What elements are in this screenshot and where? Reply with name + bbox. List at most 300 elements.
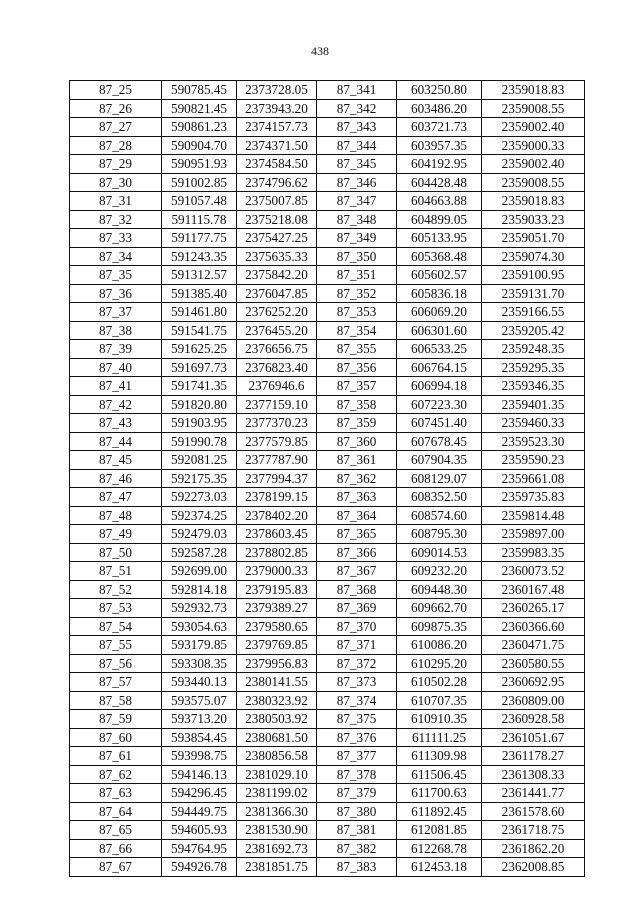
coordinate-cell: 2379580.65 (237, 617, 317, 636)
point-id-cell: 87_360 (317, 432, 397, 451)
coordinate-cell: 2378199.15 (237, 488, 317, 507)
coordinate-cell: 2361178.27 (482, 747, 585, 766)
point-id-cell: 87_43 (70, 414, 162, 433)
coordinate-cell: 593575.07 (162, 691, 237, 710)
table-row (70, 377, 585, 396)
table-row (70, 858, 585, 877)
table-row (70, 654, 585, 673)
coordinate-cell: 2381530.90 (237, 821, 317, 840)
coordinate-cell: 2379769.85 (237, 636, 317, 655)
point-id-cell: 87_27 (70, 118, 162, 137)
coordinate-cell: 2359008.55 (482, 99, 585, 118)
coordinate-cell: 592932.73 (162, 599, 237, 618)
coordinate-cell: 2359205.42 (482, 321, 585, 340)
coordinate-cell: 603721.73 (397, 118, 482, 137)
coordinate-cell: 603250.80 (397, 81, 482, 100)
point-id-cell: 87_42 (70, 395, 162, 414)
coordinate-cell: 2359166.55 (482, 303, 585, 322)
point-id-cell: 87_55 (70, 636, 162, 655)
table-row (70, 266, 585, 285)
coordinate-cell: 608352.50 (397, 488, 482, 507)
table-row (70, 155, 585, 174)
coordinate-cell: 2376656.75 (237, 340, 317, 359)
coordinate-cell: 594296.45 (162, 784, 237, 803)
coordinate-cell: 2377370.23 (237, 414, 317, 433)
coordinate-cell: 590785.45 (162, 81, 237, 100)
coordinate-cell: 594146.13 (162, 765, 237, 784)
coordinate-cell: 591625.25 (162, 340, 237, 359)
table-row (70, 210, 585, 229)
coordinate-cell: 2359295.35 (482, 358, 585, 377)
coordinate-cell: 607451.40 (397, 414, 482, 433)
coordinate-cell: 605836.18 (397, 284, 482, 303)
point-id-cell: 87_368 (317, 580, 397, 599)
coordinate-cell: 593179.85 (162, 636, 237, 655)
coordinate-cell: 2359460.33 (482, 414, 585, 433)
coordinate-cell: 2360167.48 (482, 580, 585, 599)
point-id-cell: 87_50 (70, 543, 162, 562)
coordinate-cell: 610295.20 (397, 654, 482, 673)
coordinate-cell: 2361718.75 (482, 821, 585, 840)
table-row (70, 728, 585, 747)
table-row (70, 358, 585, 377)
coordinate-cell: 2362008.85 (482, 858, 585, 877)
table-row (70, 395, 585, 414)
coordinate-cell: 592273.03 (162, 488, 237, 507)
coordinate-cell: 604899.05 (397, 210, 482, 229)
coordinate-cell: 608574.60 (397, 506, 482, 525)
table-row (70, 617, 585, 636)
table-row (70, 247, 585, 266)
coordinate-cell: 591990.78 (162, 432, 237, 451)
coordinate-cell: 612268.78 (397, 839, 482, 858)
point-id-cell: 87_35 (70, 266, 162, 285)
coordinate-cell: 2376946.6 (237, 377, 317, 396)
point-id-cell: 87_363 (317, 488, 397, 507)
point-id-cell: 87_52 (70, 580, 162, 599)
point-id-cell: 87_367 (317, 562, 397, 581)
coordinate-cell: 609014.53 (397, 543, 482, 562)
table-row (70, 525, 585, 544)
table-row (70, 821, 585, 840)
table-row (70, 839, 585, 858)
coordinate-cell: 2381029.10 (237, 765, 317, 784)
coordinate-cell: 2360471.75 (482, 636, 585, 655)
table-row (70, 765, 585, 784)
coordinate-cell: 2375218.08 (237, 210, 317, 229)
table-row (70, 599, 585, 618)
point-id-cell: 87_364 (317, 506, 397, 525)
point-id-cell: 87_362 (317, 469, 397, 488)
coordinate-cell: 2361441.77 (482, 784, 585, 803)
coordinate-cell: 2380323.92 (237, 691, 317, 710)
table-row (70, 747, 585, 766)
coordinate-cell: 593308.35 (162, 654, 237, 673)
coordinate-cell: 592374.25 (162, 506, 237, 525)
coordinate-cell: 2359074.30 (482, 247, 585, 266)
point-id-cell: 87_366 (317, 543, 397, 562)
coordinate-cell: 2378603.45 (237, 525, 317, 544)
point-id-cell: 87_58 (70, 691, 162, 710)
table-row (70, 118, 585, 137)
table-row (70, 506, 585, 525)
point-id-cell: 87_349 (317, 229, 397, 248)
coordinate-cell: 2359590.23 (482, 451, 585, 470)
coordinate-cell: 607223.30 (397, 395, 482, 414)
coordinate-cell: 2361578.60 (482, 802, 585, 821)
coordinate-cell: 2381851.75 (237, 858, 317, 877)
coordinate-cell: 2360073.52 (482, 562, 585, 581)
coordinate-cell: 2380141.55 (237, 673, 317, 692)
point-id-cell: 87_380 (317, 802, 397, 821)
coordinate-cell: 591541.75 (162, 321, 237, 340)
coordinate-cell: 2378402.20 (237, 506, 317, 525)
point-id-cell: 87_361 (317, 451, 397, 470)
table-row (70, 321, 585, 340)
point-id-cell: 87_372 (317, 654, 397, 673)
point-id-cell: 87_28 (70, 136, 162, 155)
coordinates-table-body (70, 81, 585, 877)
table-row (70, 710, 585, 729)
point-id-cell: 87_345 (317, 155, 397, 174)
point-id-cell: 87_36 (70, 284, 162, 303)
point-id-cell: 87_365 (317, 525, 397, 544)
coordinate-cell: 2375842.20 (237, 266, 317, 285)
point-id-cell: 87_67 (70, 858, 162, 877)
coordinate-cell: 590861.23 (162, 118, 237, 137)
point-id-cell: 87_351 (317, 266, 397, 285)
point-id-cell: 87_56 (70, 654, 162, 673)
table-row (70, 784, 585, 803)
coordinate-cell: 2379956.83 (237, 654, 317, 673)
coordinate-cell: 2360265.17 (482, 599, 585, 618)
coordinate-cell: 2359735.83 (482, 488, 585, 507)
table-row (70, 451, 585, 470)
coordinate-cell: 2379389.27 (237, 599, 317, 618)
coordinate-cell: 2381366.30 (237, 802, 317, 821)
point-id-cell: 87_350 (317, 247, 397, 266)
point-id-cell: 87_59 (70, 710, 162, 729)
coordinate-cell: 593054.63 (162, 617, 237, 636)
coordinate-cell: 610502.28 (397, 673, 482, 692)
coordinate-cell: 604192.95 (397, 155, 482, 174)
coordinate-cell: 2361862.20 (482, 839, 585, 858)
coordinate-cell: 594449.75 (162, 802, 237, 821)
coordinate-cell: 2377159.10 (237, 395, 317, 414)
coordinate-cell: 2359002.40 (482, 118, 585, 137)
table-row (70, 562, 585, 581)
coordinate-cell: 2374584.50 (237, 155, 317, 174)
coordinate-cell: 603486.20 (397, 99, 482, 118)
point-id-cell: 87_39 (70, 340, 162, 359)
table-row (70, 488, 585, 507)
point-id-cell: 87_353 (317, 303, 397, 322)
coordinate-cell: 2381692.73 (237, 839, 317, 858)
coordinate-cell: 2360692.95 (482, 673, 585, 692)
point-id-cell: 87_40 (70, 358, 162, 377)
coordinate-cell: 2359346.35 (482, 377, 585, 396)
coordinate-cell: 604428.48 (397, 173, 482, 192)
coordinate-cell: 610910.35 (397, 710, 482, 729)
point-id-cell: 87_377 (317, 747, 397, 766)
coordinate-cell: 2360366.60 (482, 617, 585, 636)
coordinate-cell: 606069.20 (397, 303, 482, 322)
coordinate-cell: 2374371.50 (237, 136, 317, 155)
coordinate-cell: 609232.20 (397, 562, 482, 581)
coordinate-cell: 593854.45 (162, 728, 237, 747)
coordinate-cell: 611506.45 (397, 765, 482, 784)
coordinate-cell: 2380856.58 (237, 747, 317, 766)
coordinate-cell: 606301.60 (397, 321, 482, 340)
point-id-cell: 87_369 (317, 599, 397, 618)
point-id-cell: 87_64 (70, 802, 162, 821)
coordinate-cell: 2359897.00 (482, 525, 585, 544)
coordinate-cell: 605368.48 (397, 247, 482, 266)
coordinates-table (69, 80, 585, 877)
coordinate-cell: 609662.70 (397, 599, 482, 618)
coordinate-cell: 612453.18 (397, 858, 482, 877)
point-id-cell: 87_343 (317, 118, 397, 137)
table-row (70, 99, 585, 118)
point-id-cell: 87_354 (317, 321, 397, 340)
point-id-cell: 87_62 (70, 765, 162, 784)
coordinate-cell: 591243.35 (162, 247, 237, 266)
point-id-cell: 87_371 (317, 636, 397, 655)
coordinate-cell: 2361051.67 (482, 728, 585, 747)
coordinate-cell: 609875.35 (397, 617, 482, 636)
point-id-cell: 87_25 (70, 81, 162, 100)
coordinate-cell: 2359523.30 (482, 432, 585, 451)
point-id-cell: 87_379 (317, 784, 397, 803)
coordinate-cell: 2359002.40 (482, 155, 585, 174)
point-id-cell: 87_31 (70, 192, 162, 211)
coordinate-cell: 591312.57 (162, 266, 237, 285)
point-id-cell: 87_370 (317, 617, 397, 636)
coordinate-cell: 604663.88 (397, 192, 482, 211)
point-id-cell: 87_26 (70, 99, 162, 118)
table-row (70, 229, 585, 248)
coordinate-cell: 611111.25 (397, 728, 482, 747)
point-id-cell: 87_30 (70, 173, 162, 192)
coordinate-cell: 608795.30 (397, 525, 482, 544)
point-id-cell: 87_378 (317, 765, 397, 784)
coordinate-cell: 591177.75 (162, 229, 237, 248)
table-row (70, 469, 585, 488)
coordinate-cell: 2359051.70 (482, 229, 585, 248)
coordinate-cell: 594605.93 (162, 821, 237, 840)
coordinate-cell: 591385.40 (162, 284, 237, 303)
point-id-cell: 87_376 (317, 728, 397, 747)
coordinate-cell: 2373728.05 (237, 81, 317, 100)
table-row (70, 543, 585, 562)
point-id-cell: 87_346 (317, 173, 397, 192)
coordinate-cell: 610086.20 (397, 636, 482, 655)
table-row (70, 192, 585, 211)
coordinate-cell: 2359018.83 (482, 81, 585, 100)
coordinate-cell: 2376455.20 (237, 321, 317, 340)
coordinate-cell: 611309.98 (397, 747, 482, 766)
point-id-cell: 87_344 (317, 136, 397, 155)
coordinate-cell: 591903.95 (162, 414, 237, 433)
table-row (70, 136, 585, 155)
point-id-cell: 87_373 (317, 673, 397, 692)
coordinate-cell: 592081.25 (162, 451, 237, 470)
coordinate-cell: 591697.73 (162, 358, 237, 377)
coordinate-cell: 2375007.85 (237, 192, 317, 211)
coordinate-cell: 590951.93 (162, 155, 237, 174)
point-id-cell: 87_54 (70, 617, 162, 636)
point-id-cell: 87_382 (317, 839, 397, 858)
coordinate-cell: 607678.45 (397, 432, 482, 451)
table-row (70, 580, 585, 599)
table-row (70, 81, 585, 100)
coordinate-cell: 594764.95 (162, 839, 237, 858)
point-id-cell: 87_383 (317, 858, 397, 877)
coordinate-cell: 2379000.33 (237, 562, 317, 581)
point-id-cell: 87_46 (70, 469, 162, 488)
coordinate-cell: 591461.80 (162, 303, 237, 322)
coordinate-cell: 605602.57 (397, 266, 482, 285)
coordinate-cell: 592175.35 (162, 469, 237, 488)
point-id-cell: 87_356 (317, 358, 397, 377)
point-id-cell: 87_45 (70, 451, 162, 470)
coordinate-cell: 592814.18 (162, 580, 237, 599)
coordinate-cell: 2380503.92 (237, 710, 317, 729)
table-row (70, 673, 585, 692)
coordinate-cell: 608129.07 (397, 469, 482, 488)
point-id-cell: 87_49 (70, 525, 162, 544)
coordinate-cell: 590904.70 (162, 136, 237, 155)
point-id-cell: 87_375 (317, 710, 397, 729)
point-id-cell: 87_34 (70, 247, 162, 266)
point-id-cell: 87_358 (317, 395, 397, 414)
coordinate-cell: 2360580.55 (482, 654, 585, 673)
point-id-cell: 87_355 (317, 340, 397, 359)
point-id-cell: 87_37 (70, 303, 162, 322)
table-row (70, 173, 585, 192)
point-id-cell: 87_347 (317, 192, 397, 211)
coordinate-cell: 2376823.40 (237, 358, 317, 377)
point-id-cell: 87_341 (317, 81, 397, 100)
coordinate-cell: 2359131.70 (482, 284, 585, 303)
coordinate-cell: 2377787.90 (237, 451, 317, 470)
table-row (70, 636, 585, 655)
coordinate-cell: 2361308.33 (482, 765, 585, 784)
coordinate-cell: 612081.85 (397, 821, 482, 840)
coordinate-cell: 2359248.35 (482, 340, 585, 359)
coordinate-cell: 2360809.00 (482, 691, 585, 710)
point-id-cell: 87_60 (70, 728, 162, 747)
point-id-cell: 87_47 (70, 488, 162, 507)
coordinate-cell: 592699.00 (162, 562, 237, 581)
point-id-cell: 87_352 (317, 284, 397, 303)
coordinate-cell: 2376047.85 (237, 284, 317, 303)
coordinate-cell: 590821.45 (162, 99, 237, 118)
coordinate-cell: 2377579.85 (237, 432, 317, 451)
coordinate-cell: 610707.35 (397, 691, 482, 710)
point-id-cell: 87_357 (317, 377, 397, 396)
table-row (70, 802, 585, 821)
point-id-cell: 87_44 (70, 432, 162, 451)
coordinate-cell: 2377994.37 (237, 469, 317, 488)
point-id-cell: 87_381 (317, 821, 397, 840)
point-id-cell: 87_32 (70, 210, 162, 229)
page-number: 438 (311, 44, 329, 58)
table-row (70, 432, 585, 451)
coordinate-cell: 605133.95 (397, 229, 482, 248)
point-id-cell: 87_57 (70, 673, 162, 692)
coordinate-cell: 591002.85 (162, 173, 237, 192)
coordinate-cell: 2359018.83 (482, 192, 585, 211)
coordinate-cell: 2359401.35 (482, 395, 585, 414)
coordinate-cell: 603957.35 (397, 136, 482, 155)
coordinate-cell: 2380681.50 (237, 728, 317, 747)
coordinate-cell: 2379195.83 (237, 580, 317, 599)
table-row (70, 284, 585, 303)
coordinate-cell: 2375427.25 (237, 229, 317, 248)
coordinate-cell: 594926.78 (162, 858, 237, 877)
coordinate-cell: 591057.48 (162, 192, 237, 211)
coordinate-cell: 593440.13 (162, 673, 237, 692)
coordinate-cell: 591820.80 (162, 395, 237, 414)
point-id-cell: 87_63 (70, 784, 162, 803)
coordinate-cell: 2373943.20 (237, 99, 317, 118)
coordinate-cell: 2359814.48 (482, 506, 585, 525)
point-id-cell: 87_359 (317, 414, 397, 433)
point-id-cell: 87_38 (70, 321, 162, 340)
coordinate-cell: 2378802.85 (237, 543, 317, 562)
point-id-cell: 87_51 (70, 562, 162, 581)
coordinate-cell: 2359008.55 (482, 173, 585, 192)
table-row (70, 303, 585, 322)
point-id-cell: 87_53 (70, 599, 162, 618)
point-id-cell: 87_66 (70, 839, 162, 858)
coordinate-cell: 2359000.33 (482, 136, 585, 155)
coordinate-cell: 2359033.23 (482, 210, 585, 229)
coordinate-cell: 611892.45 (397, 802, 482, 821)
coordinate-cell: 591741.35 (162, 377, 237, 396)
point-id-cell: 87_348 (317, 210, 397, 229)
point-id-cell: 87_374 (317, 691, 397, 710)
coordinate-cell: 593998.75 (162, 747, 237, 766)
coordinate-cell: 607904.35 (397, 451, 482, 470)
table-row (70, 414, 585, 433)
coordinate-cell: 592587.28 (162, 543, 237, 562)
coordinate-cell: 591115.78 (162, 210, 237, 229)
coordinate-cell: 2374796.62 (237, 173, 317, 192)
coordinate-cell: 606533.25 (397, 340, 482, 359)
coordinate-cell: 592479.03 (162, 525, 237, 544)
point-id-cell: 87_61 (70, 747, 162, 766)
coordinate-cell: 2360928.58 (482, 710, 585, 729)
table-row (70, 340, 585, 359)
point-id-cell: 87_29 (70, 155, 162, 174)
point-id-cell: 87_342 (317, 99, 397, 118)
coordinate-cell: 2359100.95 (482, 266, 585, 285)
coordinate-cell: 2381199.02 (237, 784, 317, 803)
point-id-cell: 87_65 (70, 821, 162, 840)
point-id-cell: 87_33 (70, 229, 162, 248)
coordinate-cell: 606994.18 (397, 377, 482, 396)
table-row (70, 691, 585, 710)
coordinate-cell: 593713.20 (162, 710, 237, 729)
coordinate-cell: 2376252.20 (237, 303, 317, 322)
point-id-cell: 87_48 (70, 506, 162, 525)
coordinate-cell: 606764.15 (397, 358, 482, 377)
coordinate-cell: 2375635.33 (237, 247, 317, 266)
coordinate-cell: 609448.30 (397, 580, 482, 599)
point-id-cell: 87_41 (70, 377, 162, 396)
